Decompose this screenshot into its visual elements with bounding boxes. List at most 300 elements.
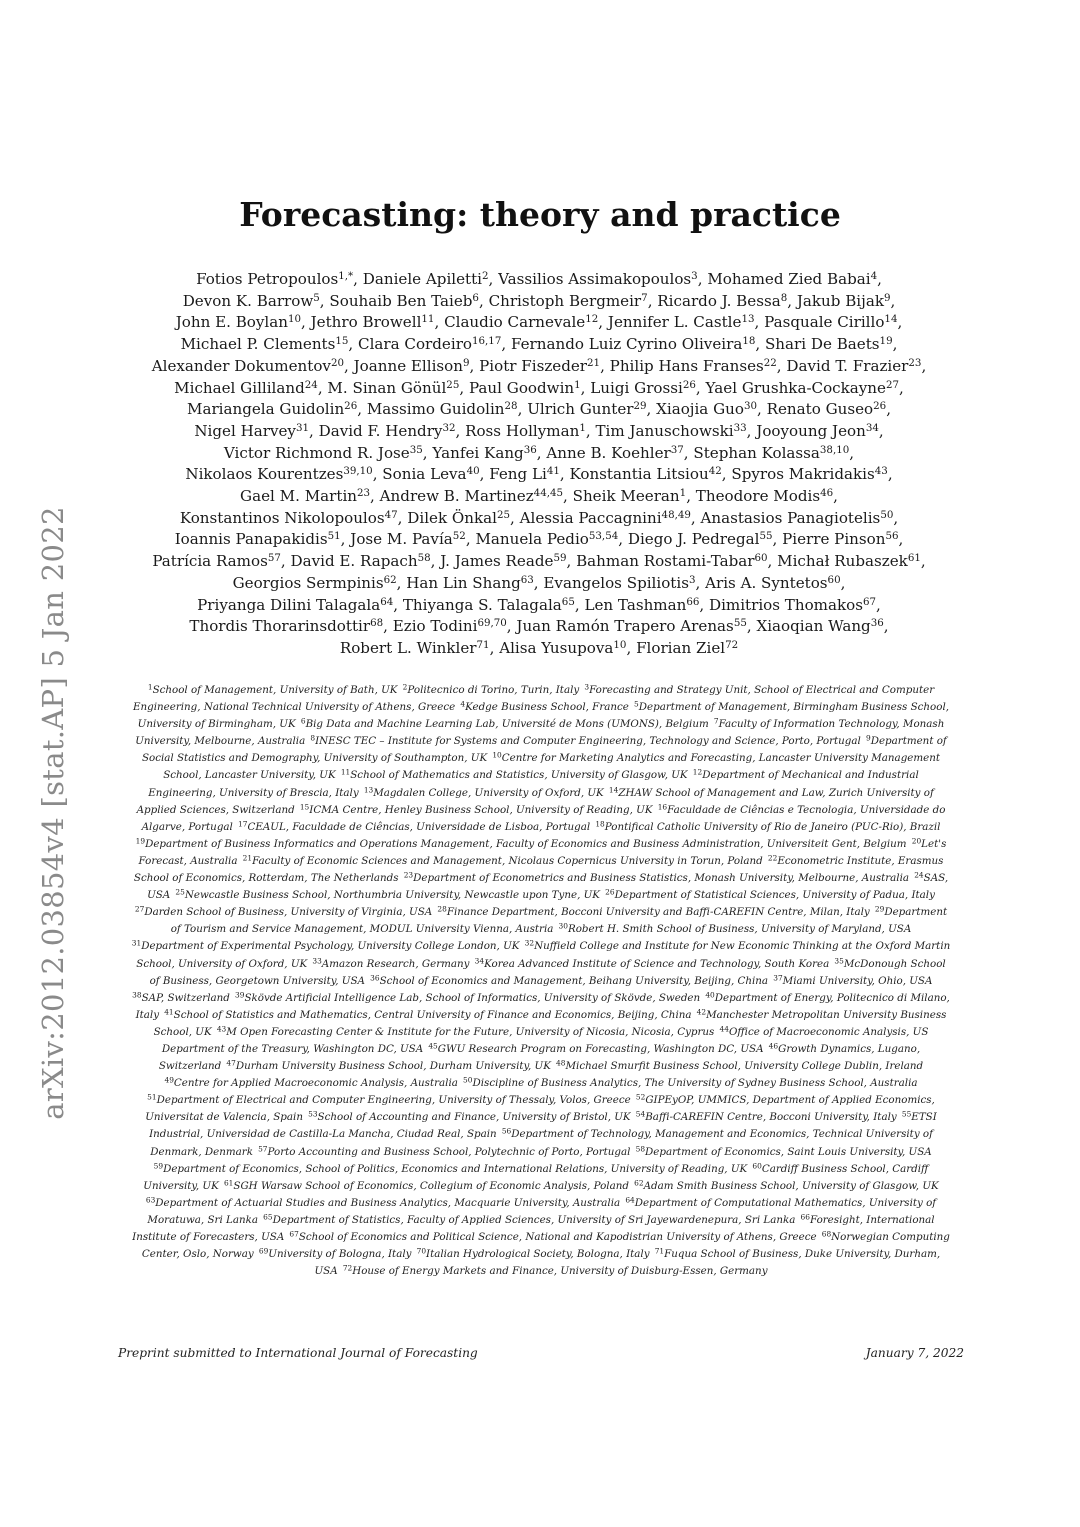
author-name: Pierre Pinson	[782, 530, 886, 549]
author	[489, 292, 648, 310]
author-line: Gael M. Martin$^{23}$, Andrew B. Martinez$^{44,45}$, Sheik Meeran$^1$, Theodore Modis$^{46}$,	[240, 486, 838, 506]
author-affiliation-marker: 26	[873, 400, 887, 413]
author-name: Massimo Guidolin	[366, 400, 505, 419]
author-affiliation-marker: 66	[686, 595, 700, 608]
author-name: Nikolaos Kourentzes	[185, 465, 344, 484]
author-name: Anastasios Panagiotelis	[700, 508, 881, 527]
author	[570, 465, 722, 483]
author	[380, 487, 563, 505]
author-name: Tim Januschowski	[595, 421, 734, 440]
author	[174, 379, 318, 397]
affiliation-text: Forecasting and Strategy Unit, School of Electrical and Computer	[589, 684, 935, 696]
footer-preprint-note: Preprint submitted to International Journal of Forecasting	[118, 1346, 478, 1360]
affiliation-text: School of Economics and Management, Beihang University, Beijing, China	[379, 974, 769, 987]
affiliation-number: 70	[416, 1246, 427, 1256]
author-name: John E. Boylan	[175, 313, 288, 332]
author-affiliation-marker: 64	[380, 595, 394, 608]
author-name: M. Sinan Gönül	[327, 378, 447, 397]
affiliation-text: Department of Electrical and Computer Engineering, University of Thessaly, Volos, Greece	[156, 1094, 631, 1107]
author	[152, 552, 281, 570]
affiliation-number: 29	[874, 904, 885, 914]
affiliation-number: 36	[370, 972, 380, 982]
affiliation-line	[118, 938, 964, 955]
author	[432, 444, 536, 462]
affiliation-text: Department	[884, 906, 948, 919]
author	[756, 617, 883, 635]
author-name: Aris A. Syntetos	[705, 573, 828, 592]
author-name: Konstantinos Nikolopoulos	[179, 508, 385, 527]
author	[584, 596, 699, 614]
affiliation-text: Department of Mechanical and Industrial	[702, 769, 919, 782]
affiliation-number: 10	[492, 750, 502, 760]
author-name: Diego J. Pedregal	[627, 530, 760, 549]
affiliation-text: Department of Technology, Management and Economics, Technical University of	[511, 1128, 933, 1141]
affiliation-text: Department of Experimental Psychology, University College London, UK	[141, 940, 520, 953]
affiliation-line	[118, 1144, 964, 1161]
author-name: Gael M. Martin	[240, 487, 357, 506]
author	[520, 509, 691, 527]
affiliation-line	[118, 1229, 964, 1246]
affiliation-number: 25	[175, 887, 185, 897]
author-affiliation-marker: 26	[344, 400, 358, 413]
author	[705, 574, 841, 592]
author	[595, 422, 746, 440]
author	[393, 617, 507, 635]
affiliation-number: 9	[865, 733, 871, 743]
affiliation-number: 23	[403, 870, 414, 880]
author-affiliation-marker: 43	[874, 465, 888, 478]
affiliation-text: Center, Oslo, Norway	[141, 1248, 254, 1261]
author	[465, 422, 586, 440]
affiliation-number: 52	[635, 1092, 646, 1102]
author-name: Piotr Fiszeder	[479, 356, 588, 375]
author-line: Mariangela Guidolin$^{26}$, Massimo Guidolin$^{28}$, Ulrich Gunter$^{29}$, Xiaojia Guo$^{30}$, Renato Guseo$^{26}$,	[187, 400, 891, 419]
author	[709, 596, 876, 614]
author-affiliation-marker: 5	[313, 291, 320, 304]
affiliation-number: 7	[713, 716, 719, 726]
affiliation-text: GIPEyOP, UMMICS, Department of Applied Economics,	[645, 1094, 935, 1107]
author-name: Patrícia Ramos	[152, 552, 268, 571]
affiliation-text: University of Birmingham, UK	[137, 718, 296, 731]
author-name: Clara Cordeiro	[358, 335, 472, 354]
affiliation-line	[118, 1246, 964, 1263]
author-name: Ross Hollyman	[465, 421, 580, 440]
affiliation-number: 21	[242, 853, 253, 863]
author-affiliation-marker: 62	[383, 573, 397, 586]
author	[576, 552, 767, 570]
author-name: Konstantia Litsiou	[569, 465, 709, 484]
author-affiliation-marker: 50	[880, 508, 894, 521]
author	[705, 379, 899, 397]
author-affiliation-marker: 59	[553, 552, 567, 565]
affiliation-text: Skövde Artificial Intelligence Lab, School of Informatics, University of Skövde, Sweden	[244, 991, 701, 1004]
author	[354, 357, 470, 375]
affiliation-text: Denmark, Denmark	[150, 1145, 253, 1158]
affiliation-text: School, UK	[153, 1025, 212, 1038]
author-name: Jakub Bijak	[796, 291, 884, 310]
author-name: Jose M. Pavía	[350, 530, 453, 549]
author-name: Ulrich Gunter	[527, 400, 634, 419]
author	[696, 487, 833, 505]
author-name: David F. Hendry	[318, 421, 443, 440]
affiliation-number: 53	[308, 1109, 318, 1119]
affiliation-text: Porto Accounting and Business School, Polytechnic of Porto, Portugal	[267, 1145, 631, 1158]
affiliation-text: ZHAW School of Management and Law, Zurich University of	[618, 786, 934, 799]
affiliation-number: 24	[914, 870, 924, 880]
author	[311, 313, 435, 331]
author-name: Yanfei Kang	[432, 443, 524, 462]
author	[183, 292, 320, 310]
affiliation-text: Switzerland	[158, 1060, 222, 1073]
author-affiliation-marker: 9	[462, 356, 470, 369]
author-line: Patrícia Ramos$^{57}$, David E. Rapach$^{58}$, J. James Reade$^{59}$, Bahman Rostami-Tabar$^{60}$, Michał Rubaszek$^{61}$,	[152, 552, 926, 571]
author-affiliation-marker: 12	[585, 313, 599, 326]
author-name: David E. Rapach	[290, 552, 418, 571]
author-affiliation-marker: 36	[523, 443, 537, 456]
author-affiliation-marker: 1	[579, 421, 586, 434]
affiliation-text: University, UK	[143, 1179, 219, 1192]
author	[189, 617, 383, 635]
affiliation-line	[118, 1041, 964, 1058]
affiliation-text: ETSI	[911, 1111, 937, 1124]
affiliation-number: 56	[501, 1126, 512, 1136]
author	[175, 530, 341, 548]
affiliation-text: Department of the Treasury, Washington DC, USA	[161, 1042, 424, 1055]
affiliation-number: 5	[634, 699, 639, 709]
affiliation-text: USA	[314, 1265, 338, 1278]
author-name: Devon K. Barrow	[182, 291, 314, 310]
affiliation-text: Durham University Business School, Durham University, UK	[235, 1060, 551, 1073]
affiliation-line	[118, 990, 964, 1007]
author-line: Nikolaos Kourentzes$^{39,10}$, Sonia Leva$^{40}$, Feng Li$^{41}$, Konstantia Litsiou$^{42}$, Spyros Makridakis$^{43}$,	[185, 465, 893, 484]
affiliation-text: House of Energy Markets and Finance, University of Duisburg-Essen, Germany	[352, 1265, 768, 1278]
author-name: Christoph Bergmeir	[488, 291, 642, 310]
author-affiliation-marker: 55	[733, 617, 747, 630]
affiliation-number: 66	[800, 1212, 810, 1222]
author-affiliation-marker: 42	[708, 465, 722, 478]
affiliation-text: Newcastle Business School, Northumbria University, Newcastle upon Tyne, UK	[184, 889, 601, 902]
author-affiliation-marker: 3	[691, 269, 698, 282]
affiliation-text: School, Lancaster University, UK	[163, 769, 336, 782]
author-affiliation-marker: 13	[741, 313, 755, 326]
author-name: Souhaib Ben Taieb	[329, 291, 473, 310]
author	[479, 357, 600, 375]
author-affiliation-marker: 10	[287, 313, 302, 326]
affiliation-number: 67	[289, 1229, 299, 1239]
affiliation-text: Fuqua School of Business, Duke University, Durham,	[664, 1248, 941, 1261]
affiliation-number: 71	[654, 1246, 665, 1256]
author-affiliation-marker: 51	[327, 530, 341, 543]
author-name: Mariangela Guidolin	[187, 400, 345, 419]
affiliation-line	[118, 699, 964, 716]
author-affiliation-marker: 2	[482, 269, 489, 282]
author	[403, 596, 575, 614]
affiliation-line	[118, 1161, 964, 1178]
author-name: Jennifer L. Castle	[607, 313, 742, 332]
author	[610, 357, 777, 375]
author	[657, 292, 787, 310]
author-affiliation-marker: 9	[883, 291, 891, 304]
affiliation-text: SAS,	[923, 872, 949, 885]
author-line: Fotios Petropoulos$^{1,*}$, Daniele Apiletti$^2$, Vassilios Assimakopoulos$^3$, Mohamed Zied Babai$^4$,	[196, 269, 882, 288]
affiliation-number: 68	[821, 1229, 832, 1239]
affiliation-number: 6	[300, 716, 306, 726]
author-name: Sheik Meeran	[572, 487, 680, 506]
affiliation-text: University of Bologna, Italy	[268, 1248, 412, 1261]
author-name: Ioannis Panapakidis	[174, 530, 328, 549]
author	[291, 552, 431, 570]
author-name: Jooyoung Jeon	[756, 421, 866, 440]
affiliation-text: Amazon Research, Germany	[321, 957, 470, 970]
affiliation-text: ICMA Centre, Henley Business School, University of Reading, UK	[309, 803, 653, 816]
affiliation-number: 60	[752, 1160, 762, 1170]
author-line: Michael P. Clements$^{15}$, Clara Cordeiro$^{16,17}$, Fernando Luiz Cyrino Oliveira$^{18}$, Shari De Baets$^{19}$,	[180, 334, 898, 354]
affiliation-text: Nuffield College and Institute for New Economic Thinking at the Oxford Martin	[534, 940, 951, 953]
author-affiliation-marker: 20	[330, 356, 344, 369]
affiliation-number: 30	[558, 921, 568, 931]
affiliation-number: 46	[768, 1041, 779, 1051]
author-line: Robert L. Winkler$^{71}$, Alisa Yusupova$^{10}$, Florian Ziel$^{72}$	[339, 638, 739, 657]
author-name: Joanne Ellison	[353, 356, 463, 375]
affiliation-number: 27	[134, 904, 145, 914]
affiliation-number: 49	[164, 1075, 174, 1085]
author	[187, 400, 357, 418]
author	[382, 465, 479, 483]
author-name: Thordis Thorarinsdottir	[189, 617, 371, 636]
author-name: Renato Guseo	[766, 400, 874, 419]
affiliation-number: 50	[463, 1075, 473, 1085]
author-affiliation-marker: 23	[908, 356, 922, 369]
author-name: Vassilios Assimakopoulos	[498, 270, 692, 288]
author-name: Michael P. Clements	[180, 335, 336, 354]
author-affiliation-marker: 55	[759, 530, 773, 543]
author	[511, 335, 755, 353]
affiliation-number: 45	[428, 1041, 438, 1051]
author-name: Paul Goodwin	[468, 378, 575, 397]
author	[224, 444, 423, 462]
author	[233, 574, 397, 592]
affiliation-text: Centre for Marketing Analytics and Forecasting, Lancaster University Management	[501, 752, 941, 765]
author-affiliation-marker: 3	[688, 573, 696, 586]
author	[636, 639, 738, 657]
footer-date: January 7, 2022	[865, 1346, 964, 1360]
author	[764, 313, 897, 331]
author	[181, 335, 349, 353]
author	[489, 465, 560, 483]
author-affiliation-marker: 31	[295, 421, 309, 434]
author-line: Thordis Thorarinsdottir$^{68}$, Ezio Todini$^{69,70}$, Juan Ramón Trapero Arenas$^{55}$, Xiaoqian Wang$^{36}$,	[189, 617, 889, 636]
affiliation-text: SAP, Switzerland	[141, 991, 230, 1004]
affiliation-number: 69	[258, 1246, 269, 1256]
affiliation-text: School of Management, University of Bath, UK	[152, 684, 398, 696]
affiliation-line	[118, 802, 964, 819]
affiliation-text: CEAUL, Faculdade de Ciências, Universidade de Lisboa, Portugal	[247, 820, 591, 833]
author-affiliation-marker: 67	[862, 595, 877, 608]
author-name: Dilek Önkal	[407, 508, 497, 527]
affiliation-text: Manchester Metropolitan University Business	[706, 1008, 947, 1021]
affiliation-line	[118, 1007, 964, 1024]
author-affiliation-marker: 52	[452, 530, 466, 543]
page-footer	[118, 1346, 964, 1360]
affiliation-line	[118, 870, 964, 887]
author-name: Michał Rubaszek	[777, 552, 908, 571]
affiliation-number: 63	[145, 1195, 156, 1205]
affiliation-text: Magdalen College, University of Oxford, UK	[373, 786, 604, 799]
affiliation-number: 8	[310, 733, 316, 743]
affiliation-text: Department of Business Informatics and Operations Management, Faculty of Economics and Business Administration, Universiteit Gent, Belgium	[145, 837, 907, 850]
affiliation-text: University, Melbourne, Australia	[135, 735, 306, 748]
affiliation-number: 1	[147, 682, 153, 692]
author	[546, 444, 683, 462]
affiliation-number: 59	[153, 1160, 164, 1170]
affiliation-text: Italian Hydrological Society, Bologna, Italy	[426, 1248, 650, 1261]
author	[608, 313, 755, 331]
affiliation-line	[118, 1263, 964, 1280]
author	[185, 465, 372, 483]
author-line: Devon K. Barrow$^5$, Souhaib Ben Taieb$^6$, Christoph Bergmeir$^7$, Ricardo J. Bessa$^8$, Jakub Bijak$^9$,	[182, 291, 896, 310]
author-name: Anne B. Koehler	[546, 443, 671, 462]
author-line: Ioannis Panapakidis$^{51}$, Jose M. Pavía$^{52}$, Manuela Pedio$^{53,54}$, Diego J. Pedregal$^{55}$, Pierre Pinson$^{56}$,	[174, 530, 904, 549]
author	[367, 400, 518, 418]
affiliation-number: 26	[605, 887, 615, 897]
author-affiliation-marker: 34	[865, 421, 879, 434]
author-name: Jethro Browell	[310, 313, 422, 332]
author-line: Michael Gilliland$^{24}$, M. Sinan Gönül$^{25}$, Paul Goodwin$^1$, Luigi Grossi$^{26}$, Yael Grushka-Cockayne$^{27}$,	[174, 378, 904, 397]
author-affiliation-marker: 24	[304, 378, 318, 391]
author-name: Dimitrios Thomakos	[708, 595, 863, 614]
affiliation-text: Moratuwa, Sri Lanka	[147, 1213, 259, 1226]
affiliation-line	[118, 733, 964, 750]
affiliation-number: 20	[911, 836, 922, 846]
author-affiliation-marker: 1	[679, 486, 687, 499]
affiliation-text: Applied Sciences, Switzerland	[136, 803, 295, 816]
author-line: John E. Boylan$^{10}$, Jethro Browell$^{11}$, Claudio Carnevale$^{12}$, Jennifer L. Castle$^{13}$, Pasquale Cirillo$^{14}$,	[175, 313, 903, 332]
author	[176, 313, 301, 331]
affiliation-text: School of Mathematics and Statistics, University of Glasgow, UK	[350, 769, 688, 782]
author	[475, 530, 618, 548]
author-name: Shari De Baets	[764, 335, 880, 354]
affiliation-list	[118, 682, 964, 1280]
affiliation-number: 55	[901, 1109, 912, 1119]
author	[363, 270, 489, 288]
author	[329, 292, 479, 310]
affiliation-text: GWU Research Program on Forecasting, Washington DC, USA	[437, 1042, 764, 1055]
affiliation-text: Baffi-CAREFIN Centre, Bocconi University, Italy	[645, 1111, 897, 1124]
author-name: Pasquale Cirillo	[764, 313, 885, 332]
author	[319, 422, 456, 440]
affiliation-number: 42	[696, 1007, 707, 1017]
author-affiliation-marker: 33	[733, 421, 747, 434]
affiliation-line	[118, 853, 964, 870]
author	[767, 400, 887, 418]
author-affiliation-marker: 35	[409, 443, 423, 456]
affiliation-text: Office of Macroeconomic Analysis, US	[728, 1025, 929, 1038]
author-name: Victor Richmond R. Jose	[223, 443, 410, 462]
author-affiliation-marker: 30	[743, 400, 758, 413]
affiliation-line	[118, 887, 964, 904]
author	[197, 596, 393, 614]
author-affiliation-marker: 71	[476, 638, 490, 651]
affiliation-number: 15	[299, 801, 310, 811]
affiliation-number: 17	[238, 819, 248, 829]
author-name: Alessia Paccagnini	[519, 508, 662, 527]
affiliation-text: M Open Forecasting Center & Institute for the Future, University of Nicosia, Nicosia, Cyprus	[226, 1025, 715, 1038]
affiliation-line	[118, 682, 964, 699]
author	[701, 509, 894, 527]
affiliation-number: 22	[767, 853, 778, 863]
author-name: Mohamed Zied Babai	[707, 270, 871, 288]
author-affiliation-marker: 58	[417, 552, 431, 565]
affiliation-line	[118, 956, 964, 973]
author	[707, 270, 877, 288]
author-affiliation-marker: 60	[827, 573, 841, 586]
author-name: Spyros Makridakis	[731, 465, 875, 484]
author-line: Georgios Sermpinis$^{62}$, Han Lin Shang$^{63}$, Evangelos Spiliotis$^3$, Aris A. Syntetos$^{60}$,	[232, 573, 846, 592]
affiliation-number: 61	[223, 1178, 234, 1188]
affiliation-number: 14	[608, 784, 619, 794]
affiliation-text: Kedge Business School, France	[465, 701, 629, 714]
author-affiliation-marker: 32	[442, 421, 456, 434]
paper-title: Forecasting: theory and practice	[239, 195, 841, 234]
affiliation-text: Adam Smith Business School, University of Glasgow, UK	[643, 1179, 939, 1192]
author-affiliation-marker: 72	[725, 638, 739, 651]
author	[543, 574, 695, 592]
affiliation-number: 40	[705, 989, 715, 999]
affiliation-number: 4	[460, 699, 466, 709]
author	[656, 400, 757, 418]
author	[358, 335, 501, 353]
author-affiliation-marker: 16,17	[472, 334, 502, 347]
author-name: David T. Frazier	[786, 356, 909, 375]
author-affiliation-marker: 69,70	[477, 617, 507, 630]
author-affiliation-marker: 57	[267, 552, 281, 565]
author-affiliation-marker: 8	[780, 291, 788, 304]
author-affiliation-marker: 19	[879, 334, 893, 347]
author	[527, 400, 646, 418]
author-affiliation-marker: 25	[496, 508, 511, 521]
author-affiliation-marker: 38,10	[819, 443, 850, 456]
author-affiliation-marker: 40	[466, 465, 480, 478]
author-affiliation-marker: 4	[870, 269, 878, 282]
author-affiliation-marker: 61	[907, 552, 921, 565]
affiliation-text: Faculdade de Ciências e Tecnologia, Universidade do	[667, 803, 946, 816]
author-name: Fotios Petropoulos	[196, 270, 339, 288]
affiliation-number: 33	[312, 955, 322, 965]
author-affiliation-marker: 48,49	[661, 508, 691, 521]
affiliation-text: School of Economics, Rotterdam, The Netherlands	[133, 872, 399, 885]
affiliation-text: Politecnico di Torino, Turin, Italy	[407, 684, 580, 696]
affiliation-text: Algarve, Portugal	[141, 820, 233, 833]
author-name: Bahman Rostami-Tabar	[576, 552, 755, 571]
author-name: Fernando Luiz Cyrino Oliveira	[510, 335, 743, 354]
affiliation-line	[118, 1058, 964, 1075]
affiliation-number: 37	[773, 972, 783, 982]
affiliation-text: Michael Smurfit Business School, University College Dublin, Ireland	[565, 1060, 924, 1073]
affiliation-text: School, University of Oxford, UK	[136, 957, 308, 970]
author	[152, 357, 344, 375]
arxiv-identifier: arXiv:2012.03854v4 [stat.AP] 5 Jan 2022	[36, 506, 70, 1120]
author-affiliation-marker: 7	[641, 291, 648, 304]
author	[786, 357, 921, 375]
author	[498, 270, 698, 288]
author-name: Yael Grushka-Cockayne	[705, 378, 886, 397]
affiliation-text: School of Accounting and Finance, University of Bristol, UK	[317, 1111, 631, 1124]
author-name: Nigel Harvey	[194, 421, 296, 440]
author	[628, 530, 773, 548]
affiliation-text: of Business, Georgetown University, USA	[149, 974, 365, 987]
affiliation-text: Finance Department, Bocconi University and Baffi-CAREFIN Centre, Milan, Italy	[446, 906, 870, 919]
affiliation-number: 28	[437, 904, 447, 914]
